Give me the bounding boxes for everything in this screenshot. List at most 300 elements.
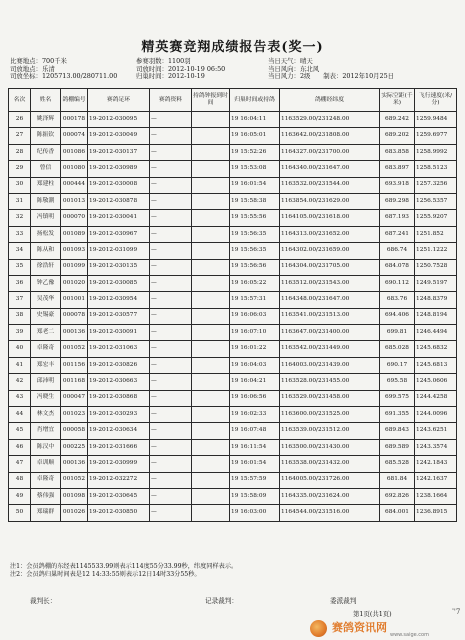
cell-rank: 26 xyxy=(9,112,31,128)
cell-speed: 1245.0606 xyxy=(415,374,457,390)
cell-bird-info: — xyxy=(150,439,192,455)
header-distance: 实际空距(千米) xyxy=(380,89,415,112)
cell-bird-info: — xyxy=(150,161,192,177)
cell-rank: 41 xyxy=(9,357,31,373)
cell-distance: 689.202 xyxy=(380,128,415,144)
table-row xyxy=(9,161,457,177)
cell-distance: 687.193 xyxy=(380,210,415,226)
cell-ring: 19-2012-030999 xyxy=(88,456,150,472)
cell-return-time: 19 15:56:35 xyxy=(230,226,280,242)
cell-rank: 50 xyxy=(9,505,31,521)
cell-speed: 1243.3574 xyxy=(415,439,457,455)
cell-loft-id: 000074 xyxy=(61,128,88,144)
cell-ring: 19-2012-032272 xyxy=(88,472,150,488)
header-rank: 名次 xyxy=(9,89,31,112)
cell-ring: 19-2012-030634 xyxy=(88,423,150,439)
cell-clock-time xyxy=(192,439,230,455)
table-header-row xyxy=(9,89,457,112)
cell-speed: 1249.5197 xyxy=(415,275,457,291)
watermark-name: 赛鸽资讯网 xyxy=(332,621,387,634)
report-title: 精英赛竞翔成绩报告表(奖一) xyxy=(141,40,324,55)
cell-clock-time xyxy=(192,456,230,472)
cell-ring: 19-2012-031063 xyxy=(88,341,150,357)
meta-right xyxy=(268,58,394,81)
cell-distance: 690.17 xyxy=(380,357,415,373)
cell-speed: 1244.4258 xyxy=(415,390,457,406)
cell-loft-id: 001156 xyxy=(61,357,88,373)
cell-loft-id: 000047 xyxy=(61,390,88,406)
cell-distance: 686.74 xyxy=(380,243,415,259)
cell-bird-info: — xyxy=(150,144,192,160)
cell-coords: 1164302.00/231659.00 xyxy=(280,243,380,259)
cell-distance: 685.528 xyxy=(380,456,415,472)
cell-bird-info: — xyxy=(150,488,192,504)
cell-ring: 19-2012-030826 xyxy=(88,357,150,373)
table-row xyxy=(9,308,457,324)
cell-speed: 1245.6813 xyxy=(415,357,457,373)
watermark xyxy=(310,618,465,640)
cell-name: 郑建柱 xyxy=(31,177,61,193)
cell-coords: 1163541.00/231513.00 xyxy=(280,308,380,324)
cell-speed: 1256.5357 xyxy=(415,193,457,209)
cell-return-time: 19 16:02:33 xyxy=(230,407,280,423)
cell-clock-time xyxy=(192,193,230,209)
cell-rank: 48 xyxy=(9,472,31,488)
table-row xyxy=(9,210,457,226)
cell-coords: 1164340.00/231647.00 xyxy=(280,161,380,177)
cell-return-time: 19 16:04:21 xyxy=(230,374,280,390)
cell-name: 邱沛明 xyxy=(31,374,61,390)
table-row xyxy=(9,292,457,308)
cell-return-time: 19 16:01:22 xyxy=(230,341,280,357)
cell-ring: 19-2012-030577 xyxy=(88,308,150,324)
cell-ring: 19-2012-030645 xyxy=(88,488,150,504)
cell-bird-info: — xyxy=(150,325,192,341)
cell-name: 郑瑞群 xyxy=(31,505,61,521)
cell-rank: 35 xyxy=(9,259,31,275)
cell-speed: 1248.8194 xyxy=(415,308,457,324)
cell-bird-info: — xyxy=(150,275,192,291)
cell-coords: 1163529.00/231248.00 xyxy=(280,112,380,128)
cell-clock-time xyxy=(192,275,230,291)
cell-bird-info: — xyxy=(150,128,192,144)
table-row xyxy=(9,112,457,128)
cell-bird-info: — xyxy=(150,456,192,472)
cell-ring: 19-2012-030041 xyxy=(88,210,150,226)
return-date: 归巢时间：2012-10-19 xyxy=(136,72,205,81)
meta-mid xyxy=(136,58,225,81)
cell-distance: 681.84 xyxy=(380,472,415,488)
cell-coords: 1164327.00/231700.00 xyxy=(280,144,380,160)
cell-clock-time xyxy=(192,177,230,193)
cell-speed: 1242.1843 xyxy=(415,456,457,472)
header-speed: 飞行速度(米/分) xyxy=(415,89,457,112)
meta-left xyxy=(10,58,117,81)
cell-distance: 695.58 xyxy=(380,374,415,390)
cell-name: 陈汉中 xyxy=(31,439,61,455)
cell-rank: 27 xyxy=(9,128,31,144)
table-row xyxy=(9,505,457,521)
cell-coords: 1164105.00/231618.00 xyxy=(280,210,380,226)
cell-loft-id: 001098 xyxy=(61,488,88,504)
cell-loft-id: 000225 xyxy=(61,439,88,455)
cell-ring: 19-2012-030850 xyxy=(88,505,150,521)
cell-speed: 1244.0096 xyxy=(415,407,457,423)
weather: 当日天气：晴天 xyxy=(268,57,313,65)
results-body xyxy=(9,112,457,522)
cell-rank: 46 xyxy=(9,439,31,455)
cell-name: 徐浩轩 xyxy=(31,259,61,275)
cell-bird-info: — xyxy=(150,193,192,209)
cell-rank: 28 xyxy=(9,144,31,160)
cell-rank: 36 xyxy=(9,275,31,291)
header-coords: 鸽棚经纬度 xyxy=(280,89,380,112)
cell-clock-time xyxy=(192,144,230,160)
cell-ring: 19-2012-030868 xyxy=(88,390,150,406)
cell-ring: 19-2012-030008 xyxy=(88,177,150,193)
cell-name: 吴茂华 xyxy=(31,292,61,308)
header-loft-id: 鸽棚编号 xyxy=(61,89,88,112)
table-row xyxy=(9,423,457,439)
cell-rank: 49 xyxy=(9,488,31,504)
cell-coords: 1163539.00/231512.00 xyxy=(280,423,380,439)
cell-clock-time xyxy=(192,210,230,226)
cell-distance: 689.242 xyxy=(380,112,415,128)
cell-return-time: 19 16:07:48 xyxy=(230,423,280,439)
cell-return-time: 19 16:01:54 xyxy=(230,177,280,193)
cell-speed: 1258.9992 xyxy=(415,144,457,160)
cell-bird-info: — xyxy=(150,374,192,390)
cell-bird-info: — xyxy=(150,259,192,275)
release-place: 司放地点：乐清 xyxy=(10,64,55,73)
cell-clock-time xyxy=(192,112,230,128)
cell-coords: 1163538.00/231432.00 xyxy=(280,456,380,472)
inspector-label: 委派裁判 xyxy=(330,597,357,605)
cell-coords: 1164304.00/231705.00 xyxy=(280,259,380,275)
cell-return-time: 19 16:07:10 xyxy=(230,325,280,341)
cell-distance: 689.843 xyxy=(380,423,415,439)
cell-return-time: 19 16:03:00 xyxy=(230,505,280,521)
cell-loft-id: 001099 xyxy=(61,259,88,275)
cell-coords: 1163529.00/231458.00 xyxy=(280,390,380,406)
cell-name: 陈从和 xyxy=(31,243,61,259)
cell-ring: 19-2012-030095 xyxy=(88,112,150,128)
cell-speed: 1251.1222 xyxy=(415,243,457,259)
cell-rank: 42 xyxy=(9,374,31,390)
cell-ring: 19-2012-030085 xyxy=(88,275,150,291)
cell-bird-info: — xyxy=(150,505,192,521)
cell-loft-id: 000178 xyxy=(61,112,88,128)
cell-name: 卓隆奇 xyxy=(31,341,61,357)
cell-rank: 30 xyxy=(9,177,31,193)
cell-ring: 19-2012-030091 xyxy=(88,325,150,341)
cell-distance: 683.858 xyxy=(380,144,415,160)
cell-bird-info: — xyxy=(150,226,192,242)
header-return-time: 归巢时间或持鸽 xyxy=(230,89,280,112)
cell-return-time: 19 16:05:22 xyxy=(230,275,280,291)
cell-ring: 19-2012-030137 xyxy=(88,144,150,160)
cell-clock-time xyxy=(192,472,230,488)
cell-distance: 683.76 xyxy=(380,292,415,308)
cell-distance: 692.826 xyxy=(380,488,415,504)
cell-distance: 684.001 xyxy=(380,505,415,521)
cell-rank: 44 xyxy=(9,407,31,423)
cell-speed: 1236.8915 xyxy=(415,505,457,521)
table-row xyxy=(9,390,457,406)
cell-name: 陈敬潮 xyxy=(31,193,61,209)
cell-return-time: 19 16:01:54 xyxy=(230,456,280,472)
header-clock-time: 持鸽钟报到时间 xyxy=(192,89,230,112)
cell-name: 史锡豪 xyxy=(31,308,61,324)
cell-bird-info: — xyxy=(150,357,192,373)
cell-name: 扬松发 xyxy=(31,226,61,242)
cell-clock-time xyxy=(192,308,230,324)
cell-clock-time xyxy=(192,325,230,341)
cell-clock-time xyxy=(192,505,230,521)
header-ring: 赛鸽足环 xyxy=(88,89,150,112)
table-row xyxy=(9,259,457,275)
cell-return-time: 19 15:55:56 xyxy=(230,210,280,226)
cell-speed: 1238.1664 xyxy=(415,488,457,504)
cell-return-time: 19 16:04:03 xyxy=(230,357,280,373)
cell-loft-id: 001026 xyxy=(61,505,88,521)
release-coords: 司放坐标：1205713.00/280711.00 xyxy=(10,72,118,81)
cell-bird-info: — xyxy=(150,112,192,128)
cell-name: 林文杰 xyxy=(31,407,61,423)
cell-speed: 1259.6977 xyxy=(415,128,457,144)
table-row xyxy=(9,128,457,144)
cell-rank: 33 xyxy=(9,226,31,242)
cell-clock-time xyxy=(192,259,230,275)
cell-ring: 19-2012-031666 xyxy=(88,439,150,455)
cell-name: 肖增宜 xyxy=(31,423,61,439)
cell-distance: 689.589 xyxy=(380,439,415,455)
cell-bird-info: — xyxy=(150,210,192,226)
cell-speed: 1257.3256 xyxy=(415,177,457,193)
table-row xyxy=(9,243,457,259)
cell-clock-time xyxy=(192,226,230,242)
cell-return-time: 19 16:05:01 xyxy=(230,128,280,144)
cell-clock-time xyxy=(192,488,230,504)
cell-rank: 45 xyxy=(9,423,31,439)
cell-speed: 1250.7528 xyxy=(415,259,457,275)
cell-loft-id: 001093 xyxy=(61,243,88,259)
cell-name: 卓训顺 xyxy=(31,456,61,472)
cell-coords: 1163642.00/231808.00 xyxy=(280,128,380,144)
table-row xyxy=(9,193,457,209)
table-row xyxy=(9,407,457,423)
cell-distance: 684.078 xyxy=(380,259,415,275)
wind-direction: 当日风向：东北风 xyxy=(268,64,320,73)
entry-count: 参赛羽数：1100羽 xyxy=(136,57,191,65)
cell-clock-time xyxy=(192,341,230,357)
cell-coords: 1163647.00/231400.00 xyxy=(280,325,380,341)
cell-coords: 1164348.00/231647.00 xyxy=(280,292,380,308)
cell-return-time: 19 15:57:31 xyxy=(230,292,280,308)
cell-coords: 1163532.00/231544.00 xyxy=(280,177,380,193)
footnote-2: 注2：会员鸽归巢时间表是12 14:33:55则表示12日14时33分55秒。 xyxy=(10,571,201,578)
cell-loft-id: 000070 xyxy=(61,210,88,226)
cell-coords: 1163512.00/231543.00 xyxy=(280,275,380,291)
cell-speed: 1255.9207 xyxy=(415,210,457,226)
cell-return-time: 19 15:56:35 xyxy=(230,243,280,259)
referee-label: 裁判长： xyxy=(30,597,57,605)
cell-ring: 19-2012-030049 xyxy=(88,128,150,144)
cell-clock-time xyxy=(192,357,230,373)
results-table xyxy=(8,88,457,522)
cell-loft-id: 000444 xyxy=(61,177,88,193)
page-number: 第1页(共1页) xyxy=(353,610,392,618)
cell-ring: 19-2012-030293 xyxy=(88,407,150,423)
table-row xyxy=(9,439,457,455)
cell-clock-time xyxy=(192,161,230,177)
cell-loft-id: 001020 xyxy=(61,275,88,291)
cell-speed: 1259.9484 xyxy=(415,112,457,128)
cell-distance: 687.241 xyxy=(380,226,415,242)
cell-loft-id: 001052 xyxy=(61,341,88,357)
table-row xyxy=(9,325,457,341)
cell-loft-id: 001086 xyxy=(61,144,88,160)
cell-coords: 1163600.00/231525.00 xyxy=(280,407,380,423)
cell-loft-id: 001013 xyxy=(61,193,88,209)
cell-ring: 19-2012-030967 xyxy=(88,226,150,242)
cell-bird-info: — xyxy=(150,308,192,324)
cell-rank: 40 xyxy=(9,341,31,357)
cell-return-time: 19 16:04:11 xyxy=(230,112,280,128)
cell-coords: 1164313.00/231652.00 xyxy=(280,226,380,242)
cell-loft-id: 001080 xyxy=(61,161,88,177)
cell-clock-time xyxy=(192,407,230,423)
cell-name: 曾信 xyxy=(31,161,61,177)
cell-rank: 29 xyxy=(9,161,31,177)
cell-distance: 689.298 xyxy=(380,193,415,209)
cell-loft-id: 001023 xyxy=(61,407,88,423)
cell-loft-id: 001089 xyxy=(61,226,88,242)
cell-rank: 43 xyxy=(9,390,31,406)
cell-speed: 1246.4494 xyxy=(415,325,457,341)
cell-ring: 19-2012-031099 xyxy=(88,243,150,259)
cell-return-time: 19 15:57:59 xyxy=(230,472,280,488)
cell-rank: 34 xyxy=(9,243,31,259)
cell-coords: 1164003.00/231439.00 xyxy=(280,357,380,373)
cell-distance: 699.81 xyxy=(380,325,415,341)
cell-clock-time xyxy=(192,128,230,144)
cell-distance: 683.897 xyxy=(380,161,415,177)
cell-bird-info: — xyxy=(150,177,192,193)
cell-name: 冯晓生 xyxy=(31,390,61,406)
cell-coords: 1164335.00/231624.00 xyxy=(280,488,380,504)
cell-distance: 691.355 xyxy=(380,407,415,423)
cell-ring: 19-2012-030989 xyxy=(88,161,150,177)
cell-distance: 685.028 xyxy=(380,341,415,357)
cell-loft-id: 000136 xyxy=(61,325,88,341)
table-row xyxy=(9,374,457,390)
cell-bird-info: — xyxy=(150,423,192,439)
cell-return-time: 19 15:53:08 xyxy=(230,161,280,177)
table-row xyxy=(9,456,457,472)
cell-bird-info: — xyxy=(150,243,192,259)
cell-clock-time xyxy=(192,292,230,308)
table-row xyxy=(9,472,457,488)
cell-rank: 47 xyxy=(9,456,31,472)
cell-rank: 31 xyxy=(9,193,31,209)
cell-clock-time xyxy=(192,390,230,406)
cell-distance: 699.575 xyxy=(380,390,415,406)
release-time: 司放时间：2012-10-19 06:50 xyxy=(136,64,226,73)
cell-loft-id: 001001 xyxy=(61,292,88,308)
cell-ring: 19-2012-030663 xyxy=(88,374,150,390)
cell-distance: 693.918 xyxy=(380,177,415,193)
pigeon-logo-icon xyxy=(310,620,327,637)
table-row xyxy=(9,177,457,193)
cell-loft-id: 001052 xyxy=(61,472,88,488)
cell-speed: 1248.8379 xyxy=(415,292,457,308)
cell-speed: 1243.6251 xyxy=(415,423,457,439)
table-row xyxy=(9,275,457,291)
header-bird-info: 赛鸽资料 xyxy=(150,89,192,112)
cell-bird-info: — xyxy=(150,341,192,357)
cell-name: 钟乙豫 xyxy=(31,275,61,291)
table-row xyxy=(9,488,457,504)
cell-return-time: 19 15:58:38 xyxy=(230,193,280,209)
footnotes xyxy=(10,563,237,579)
cell-coords: 1163528.00/231455.00 xyxy=(280,374,380,390)
cell-name: 陈振钦 xyxy=(31,128,61,144)
cell-rank: 37 xyxy=(9,292,31,308)
race-distance: 比赛地点：700千米 xyxy=(10,57,67,65)
cell-name: 卓隆奇 xyxy=(31,472,61,488)
header-name: 姓名 xyxy=(31,89,61,112)
cell-return-time: 19 16:06:56 xyxy=(230,390,280,406)
cell-name: 纪传香 xyxy=(31,144,61,160)
scan-mark: ˈ'7 xyxy=(452,608,461,616)
cell-bird-info: — xyxy=(150,390,192,406)
cell-rank: 38 xyxy=(9,308,31,324)
cell-coords: 1163854.00/231629.00 xyxy=(280,193,380,209)
cell-distance: 690.112 xyxy=(380,275,415,291)
cell-return-time: 19 15:52:26 xyxy=(230,144,280,160)
cell-coords: 1163500.00/231430.00 xyxy=(280,439,380,455)
cell-name: 姚泽辉 xyxy=(31,112,61,128)
cell-distance: 694.406 xyxy=(380,308,415,324)
table-row xyxy=(9,144,457,160)
cell-ring: 19-2012-030135 xyxy=(88,259,150,275)
cell-return-time: 19 15:56:56 xyxy=(230,259,280,275)
cell-loft-id: 000078 xyxy=(61,308,88,324)
cell-speed: 1251.852 xyxy=(415,226,457,242)
cell-rank: 39 xyxy=(9,325,31,341)
cell-speed: 1258.5123 xyxy=(415,161,457,177)
cell-loft-id: 000058 xyxy=(61,423,88,439)
cell-ring: 19-2012-030878 xyxy=(88,193,150,209)
cell-name: 郑老二 xyxy=(31,325,61,341)
wind-force-and-date: 当日风力：2级 制表：2012年10月25日 xyxy=(268,72,395,81)
cell-speed: 1245.6832 xyxy=(415,341,457,357)
cell-rank: 32 xyxy=(9,210,31,226)
cell-name: 冯镇明 xyxy=(31,210,61,226)
table-row xyxy=(9,341,457,357)
cell-coords: 1163542.00/231449.00 xyxy=(280,341,380,357)
cell-loft-id: 001168 xyxy=(61,374,88,390)
cell-ring: 19-2012-030954 xyxy=(88,292,150,308)
cell-clock-time xyxy=(192,374,230,390)
cell-coords: 1164544.00/231516.00 xyxy=(280,505,380,521)
footnote-1: 注1：会员鸽棚的东经表1145533.99则表示114度55分33.99秒，纬度同样表示。 xyxy=(10,563,238,570)
cell-return-time: 19 16:06:03 xyxy=(230,308,280,324)
cell-return-time: 19 15:58:09 xyxy=(230,488,280,504)
cell-bird-info: — xyxy=(150,472,192,488)
cell-speed: 1242.1637 xyxy=(415,472,457,488)
